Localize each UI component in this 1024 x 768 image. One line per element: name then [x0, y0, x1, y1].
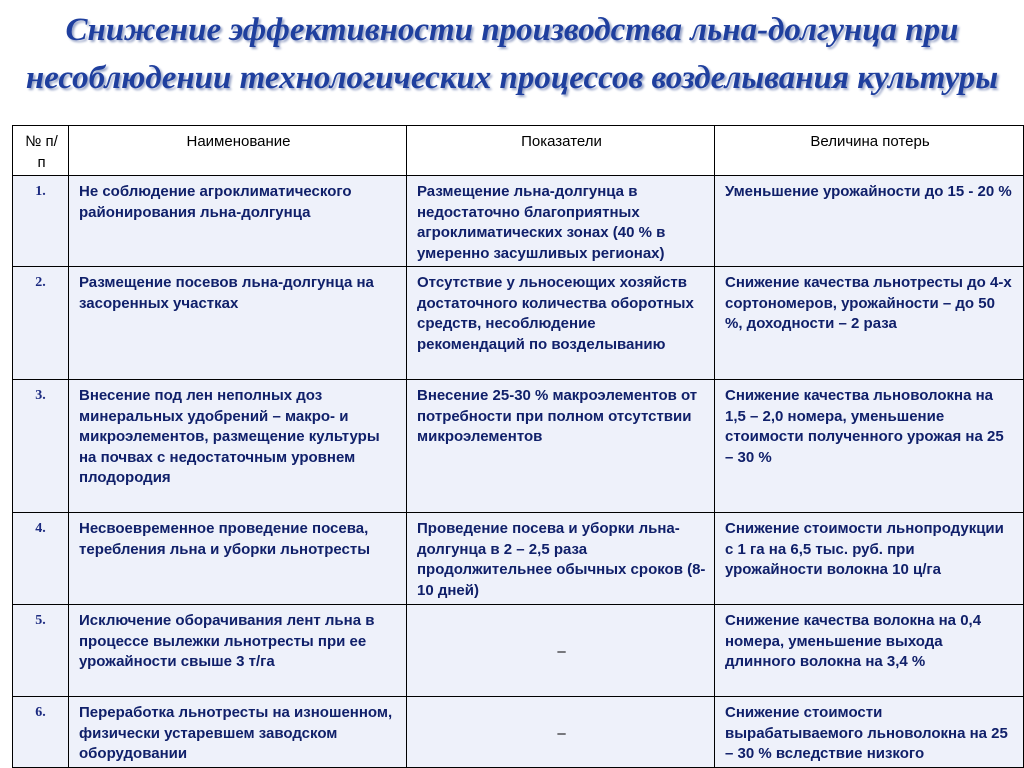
row-loss: Снижение стоимости вырабатываемого льноволокна на 25 – 30 % вследствие низкого [715, 697, 1024, 768]
header-loss: Величина потерь [715, 126, 1024, 176]
row-number: 3. [13, 380, 69, 513]
row-loss: Снижение стоимости льнопродукции с 1 га на 6,5 тыс. руб. при урожайности волокна 10 ц/га [715, 513, 1024, 605]
row-indicator: – [407, 605, 715, 697]
header-indicators: Показатели [407, 126, 715, 176]
table-row [13, 697, 1024, 768]
table-row [13, 513, 1024, 605]
page-title [0, 6, 1024, 102]
header-name: Наименование [69, 126, 407, 176]
row-number: 1. [13, 176, 69, 267]
row-name: Несвоевременное проведение посева, теребления льна и уборки льнотресты [69, 513, 407, 605]
row-indicator: Проведение посева и уборки льна-долгунца в 2 – 2,5 раза продолжительнее обычных сроков (8-10 дней) [407, 513, 715, 605]
row-indicator: Отсутствие у льносеющих хозяйств достаточного количества оборотных средств, несоблюдение рекомендаций по возделыванию [407, 267, 715, 380]
row-loss: Уменьшение урожайности до 15 - 20 % [715, 176, 1024, 267]
table-row [13, 267, 1024, 380]
table-row [13, 605, 1024, 697]
row-name: Исключение оборачивания лент льна в процессе вылежки льнотресты при ее урожайности свыше 3 т/га [69, 605, 407, 697]
title-line-2: несоблюдении технологических процессов возделывания культуры [25, 60, 999, 96]
row-name: Переработка льнотресты на изношенном, физически устаревшем заводском оборудовании [69, 697, 407, 768]
row-name: Внесение под лен неполных доз минеральных удобрений – макро- и микроэлементов, размещение культуры на почвах с недостаточным уровнем плодородия [69, 380, 407, 513]
row-loss: Снижение качества льноволокна на 1,5 – 2,0 номера, уменьшение стоимости полученного урожая на 25 – 30 % [715, 380, 1024, 513]
table-header-row [13, 126, 1024, 176]
table-row [13, 176, 1024, 267]
row-indicator: – [407, 697, 715, 768]
row-number: 6. [13, 697, 69, 768]
row-number: 5. [13, 605, 69, 697]
row-indicator: Размещение льна-долгунца в недостаточно благоприятных агроклиматических зонах (40 % в умеренно засушливых регионах) [407, 176, 715, 267]
row-name: Размещение посевов льна-долгунца на засоренных участках [69, 267, 407, 380]
header-number: № п/п [13, 126, 69, 176]
title-line-1: Снижение эффективности производства льна-долгунца при [65, 12, 959, 48]
row-name: Не соблюдение агроклиматического районирования льна-долгунца [69, 176, 407, 267]
table-row [13, 380, 1024, 513]
row-indicator: Внесение 25-30 % макроэлементов от потребности при полном отсутствии микроэлементов [407, 380, 715, 513]
row-loss: Снижение качества льнотресты до 4-х сортономеров, урожайности – до 50 %, доходности – 2 раза [715, 267, 1024, 380]
row-number: 4. [13, 513, 69, 605]
losses-table [12, 125, 1024, 768]
row-number: 2. [13, 267, 69, 380]
row-loss: Снижение качества волокна на 0,4 номера, уменьшение выхода длинного волокна на 3,4 % [715, 605, 1024, 697]
